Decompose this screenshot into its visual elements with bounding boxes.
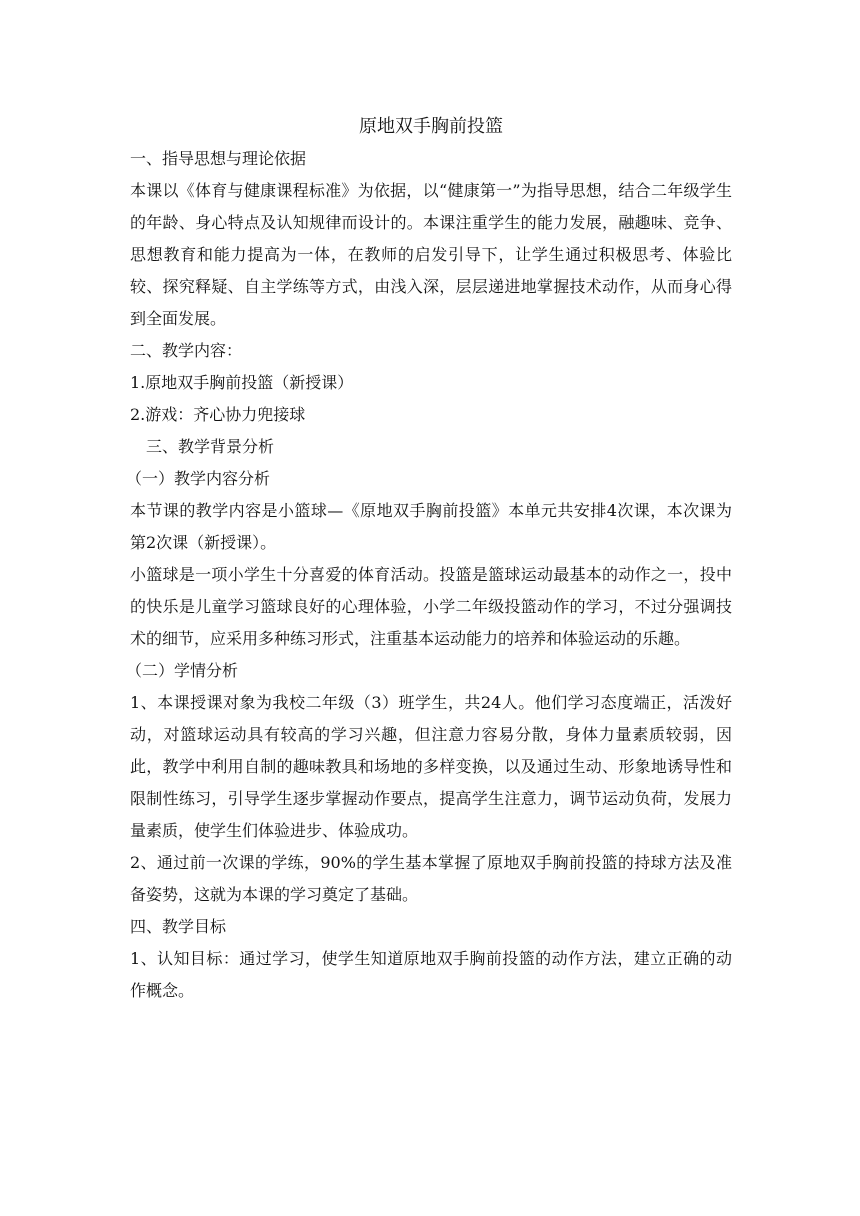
section-heading-guiding-ideology: 一、指导思想与理论依据	[130, 149, 307, 168]
section-heading-background-analysis: 三、教学背景分析	[146, 437, 275, 456]
section-heading-teaching-content: 二、教学内容：	[130, 341, 243, 360]
paragraph-content-analysis-2: 小篮球是一项小学生十分喜爱的体育活动。投篮是篮球运动最基本的动作之一，投中的快乐是儿童学习篮球良好的心理体验，小学二年级投篮动作的学习，不过分强调技术的细节，应采用多种练习形式，注重基本运动能力的培养和体验运动的乐趣。	[130, 565, 732, 648]
subsection-heading-content-analysis: （一）教学内容分析	[126, 469, 271, 488]
document-title: 原地双手胸前投篮	[359, 116, 503, 137]
paragraph-student-analysis-2: 2、通过前一次课的学练，90%的学生基本掌握了原地双手胸前投篮的持球方法及准备姿势，这就为本课的学习奠定了基础。	[130, 853, 732, 904]
paragraph-content-analysis-1: 本节课的教学内容是小篮球—《原地双手胸前投篮》本单元共安排4次课，本次课为第2次课（新授课）。	[130, 501, 732, 552]
paragraph-student-analysis-1: 1、本课授课对象为我校二年级（3）班学生，共24人。他们学习态度端正，活泼好动，对篮球运动具有较高的学习兴趣，但注意力容易分散，身体力量素质较弱，因此，教学中利用自制的趣味教具和场地的多样变换，以及通过生动、形象地诱导性和限制性练习，引导学生逐步掌握动作要点，提高学生注意力，调节运动负荷，发展力量素质，使学生们体验进步、体验成功。	[130, 693, 732, 840]
subsection-heading-student-analysis: （二）学情分析	[126, 661, 239, 680]
section-heading-teaching-goals: 四、教学目标	[130, 917, 227, 936]
document-body	[126, 111, 732, 1007]
teaching-goal-1: 1、认知目标：通过学习，使学生知道原地双手胸前投篮的动作方法，建立正确的动作概念。	[130, 949, 732, 1000]
teaching-content-item-2: 2.游戏：齐心协力兜接球	[130, 405, 306, 424]
paragraph-guiding-ideology: 本课以《体育与健康课程标准》为依据，以“健康第一”为指导思想，结合二年级学生的年龄、身心特点及认知规律而设计的。本课注重学生的能力发展，融趣味、竞争、思想教育和能力提高为一体，在教师的启发引导下，让学生通过积极思考、体验比较、探究释疑、自主学练等方式，由浅入深，层层递进地掌握技术动作，从而身心得到全面发展。	[130, 181, 732, 328]
teaching-content-item-1: 1.原地双手胸前投篮（新授课）	[130, 373, 354, 392]
